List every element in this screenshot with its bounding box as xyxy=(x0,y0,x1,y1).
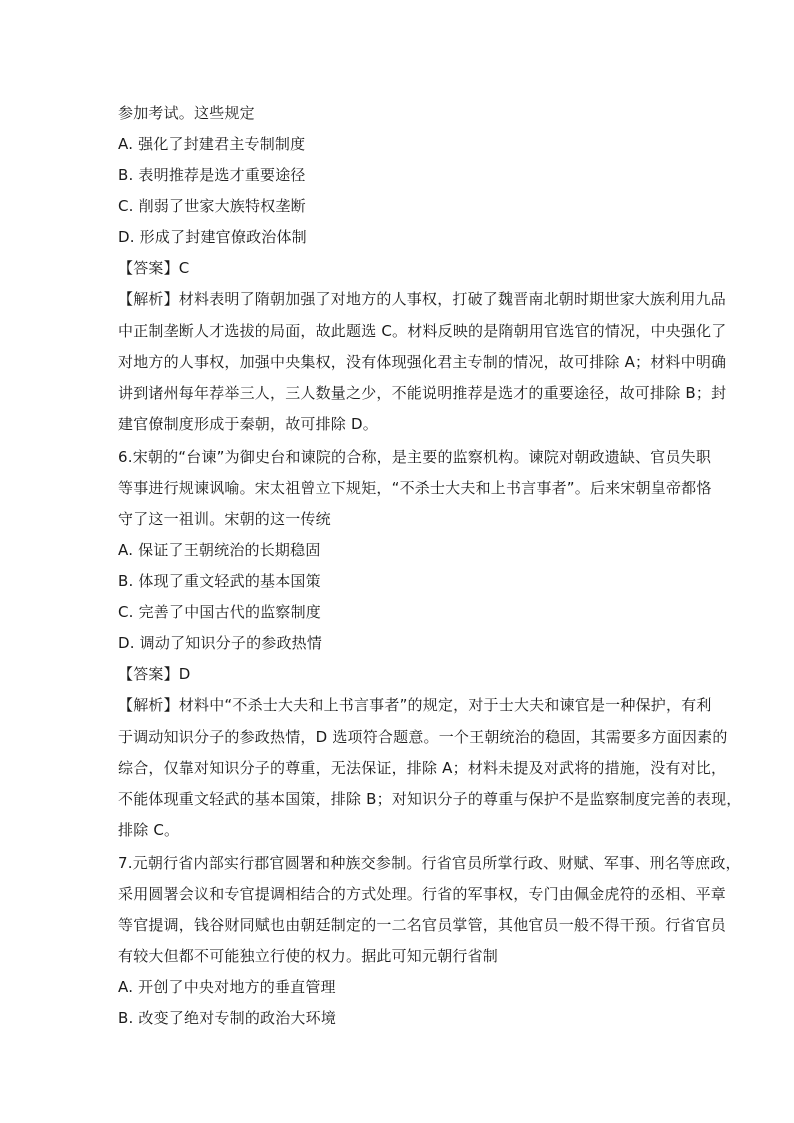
q5-option-b: B. 表明推荐是选才重要途径 xyxy=(118,166,306,184)
q6-stem-line-3: 守了这一祖训。宋朝的这一传统 xyxy=(118,510,331,528)
q7-stem-line-2: 采用圆署会议和专官提调相结合的方式处理。行省的军事权，专门由佩金虎符的丞相、平章 xyxy=(118,885,727,903)
q5-option-c: C. 削弱了世家大族特权垄断 xyxy=(118,197,306,215)
q5-stem-tail: 参加考试。这些规定 xyxy=(118,104,255,122)
q7-stem-line-3: 等官提调，钱谷财同赋也由朝廷制定的一二名官员掌管，其他官员一般不得干预。行省官员 xyxy=(118,916,727,934)
q6-stem-line-2: 等事进行规谏讽喻。宋太祖曾立下规矩，“不杀士大夫和上书言事者”。后来宋朝皇帝都恪 xyxy=(118,479,712,497)
q7-option-b: B. 改变了绝对专制的政治大环境 xyxy=(118,1009,337,1027)
q7-stem-line-4: 有较大但都不可能独立行使的权力。据此可知元朝行省制 xyxy=(118,947,499,965)
q5-analysis-line-1: 【解析】材料表明了隋朝加强了对地方的人事权，打破了魏晋南北朝时期世家大族利用九品 xyxy=(118,290,727,308)
q6-analysis-line-1: 【解析】材料中“不杀士大夫和上书言事者”的规定，对于士大夫和谏官是一种保护，有利 xyxy=(118,696,712,714)
q7-stem-line-1: 7.元朝行省内部实行郡官圆署和种族交参制。行省官员所掌行政、财赋、军事、刑名等庶政， xyxy=(118,854,741,872)
q6-option-c: C. 完善了中国古代的监察制度 xyxy=(118,603,322,621)
q6-option-d: D. 调动了知识分子的参政热情 xyxy=(118,634,323,652)
q5-analysis-line-3: 对地方的人事权，加强中央集权，没有体现强化君主专制的情况，故可排除 A；材料中明确 xyxy=(118,353,727,371)
q6-analysis-line-2: 于调动知识分子的参政热情，D 选项符合题意。一个王朝统治的稳固，其需要多方面因素的 xyxy=(118,728,728,746)
q6-option-b: B. 体现了重文轻武的基本国策 xyxy=(118,572,321,590)
q6-analysis-line-4: 不能体现重文轻武的基本国策，排除 B；对知识分子的尊重与保护不是监察制度完善的表现， xyxy=(118,790,742,808)
q6-answer: 【答案】D xyxy=(118,665,191,683)
q6-stem-line-1: 6.宋朝的“台谏”为御史台和谏院的合称，是主要的监察机构。谏院对朝政遗缺、官员失职 xyxy=(118,448,712,466)
q5-analysis-line-2: 中正制垄断人才选拔的局面，故此题选 C。材料反映的是隋朝用官选官的情况，中央强化了 xyxy=(118,322,727,340)
q7-option-a: A. 开创了中央对地方的垂直管理 xyxy=(118,978,336,996)
q5-answer: 【答案】C xyxy=(118,259,190,277)
q6-analysis-line-3: 综合，仅靠对知识分子的尊重，无法保证，排除 A；材料未提及对武将的措施，没有对比， xyxy=(118,759,727,777)
q5-option-d: D. 形成了封建官僚政治体制 xyxy=(118,228,307,246)
q5-option-a: A. 强化了封建君主专制制度 xyxy=(118,135,306,153)
q6-option-a: A. 保证了王朝统治的长期稳固 xyxy=(118,541,321,559)
q5-analysis-line-5: 建官僚制度形成于秦朝，故可排除 D。 xyxy=(118,415,378,433)
q5-analysis-line-4: 讲到诸州每年荐举三人，三人数量之少，不能说明推荐是选才的重要途径，故可排除 B；封 xyxy=(118,384,727,402)
q6-analysis-line-5: 排除 C。 xyxy=(118,821,180,839)
